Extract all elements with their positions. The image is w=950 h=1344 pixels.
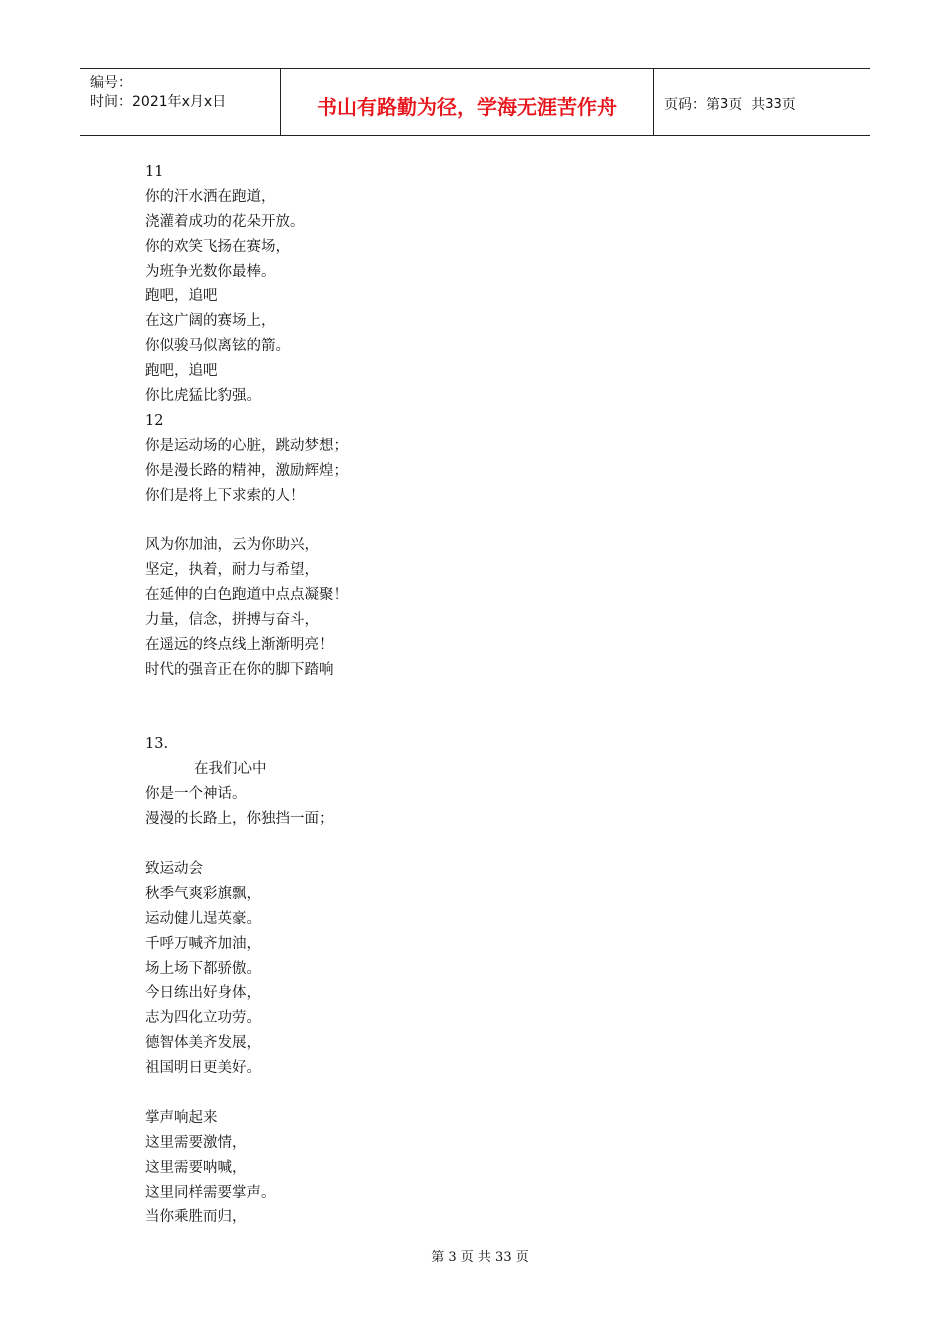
text-line: 跑吧，追吧	[145, 288, 218, 305]
text-line: 在我们心中	[194, 761, 267, 778]
page-mid: 页 共	[728, 97, 766, 113]
text-line: 12	[145, 412, 164, 429]
text-line: 德智体美齐发展，	[145, 1035, 261, 1052]
page-footer: 第 3 页 共 33 页	[431, 1250, 529, 1265]
text-line: 浇灌着成功的花朵开放。	[145, 213, 305, 230]
text-line: 千呼万喊齐加油，	[145, 935, 261, 952]
page-header	[80, 68, 870, 136]
text-line: 你似骏马似离铉的箭。	[145, 338, 290, 355]
blank-line	[145, 832, 745, 857]
blank-line	[145, 683, 745, 708]
text-line: 这里同样需要掌声。	[145, 1184, 276, 1201]
text-line: 在遥远的终点线上渐渐明亮！	[145, 636, 334, 653]
code-label: 编号：	[90, 75, 132, 91]
header-meta-cell	[80, 69, 281, 135]
text-line: 你的汗水洒在跑道，	[145, 188, 276, 205]
page-prefix: 页码：第	[664, 97, 720, 113]
date-label: 时间：2021年x月x日	[90, 94, 227, 110]
text-line: 当你乘胜而归，	[145, 1209, 247, 1226]
blank-line	[145, 1081, 745, 1106]
text-line: 祖国明日更美好。	[145, 1060, 261, 1077]
page-suffix: 页	[781, 97, 796, 113]
text-line: 坚定，执着，耐力与希望，	[145, 562, 319, 579]
blank-line	[145, 708, 745, 733]
text-line: 时代的强音正在你的脚下踏响	[145, 661, 334, 678]
text-line: 致运动会	[145, 860, 203, 877]
text-line: 为班争光数你最棒。	[145, 263, 276, 280]
text-line: 这里需要激情，	[145, 1134, 247, 1151]
text-line: 在这广阔的赛场上，	[145, 313, 276, 330]
text-line: 场上场下都骄傲。	[145, 960, 261, 977]
header-page-info	[654, 69, 870, 135]
text-line: 你是运动场的心脏，跳动梦想；	[145, 437, 348, 454]
text-line: 运动健儿逞英豪。	[145, 910, 261, 927]
text-line: 秋季气爽彩旗飘，	[145, 885, 261, 902]
text-line: 你是漫长路的精神，激励辉煌；	[145, 462, 348, 479]
text-line: 你们是将上下求索的人！	[145, 487, 305, 504]
text-line: 你是一个神话。	[145, 786, 247, 803]
text-line: 漫漫的长路上，你独挡一面；	[145, 811, 334, 828]
page-current: 3	[720, 96, 729, 112]
text-line: 在延伸的白色跑道中点点凝聚！	[145, 587, 348, 604]
text-line: 11	[145, 164, 164, 180]
header-motto: 书山有路勤为径，学海无涯苦作舟	[281, 69, 654, 135]
page-total: 33	[765, 96, 782, 112]
document-body	[145, 160, 745, 1230]
text-line: 13.	[145, 736, 169, 753]
text-line: 今日练出好身体，	[145, 985, 261, 1002]
text-line: 力量，信念，拼搏与奋斗，	[145, 612, 319, 629]
text-line: 你的欢笑飞扬在赛场，	[145, 238, 290, 255]
text-line: 志为四化立功劳。	[145, 1010, 261, 1027]
text-line: 风为你加油，云为你助兴，	[145, 537, 319, 554]
blank-line	[145, 508, 745, 533]
text-line: 掌声响起来	[145, 1109, 218, 1126]
text-line: 这里需要呐喊，	[145, 1159, 247, 1176]
text-line: 跑吧，追吧	[145, 363, 218, 380]
text-line: 你比虎猛比豹强。	[145, 388, 261, 405]
